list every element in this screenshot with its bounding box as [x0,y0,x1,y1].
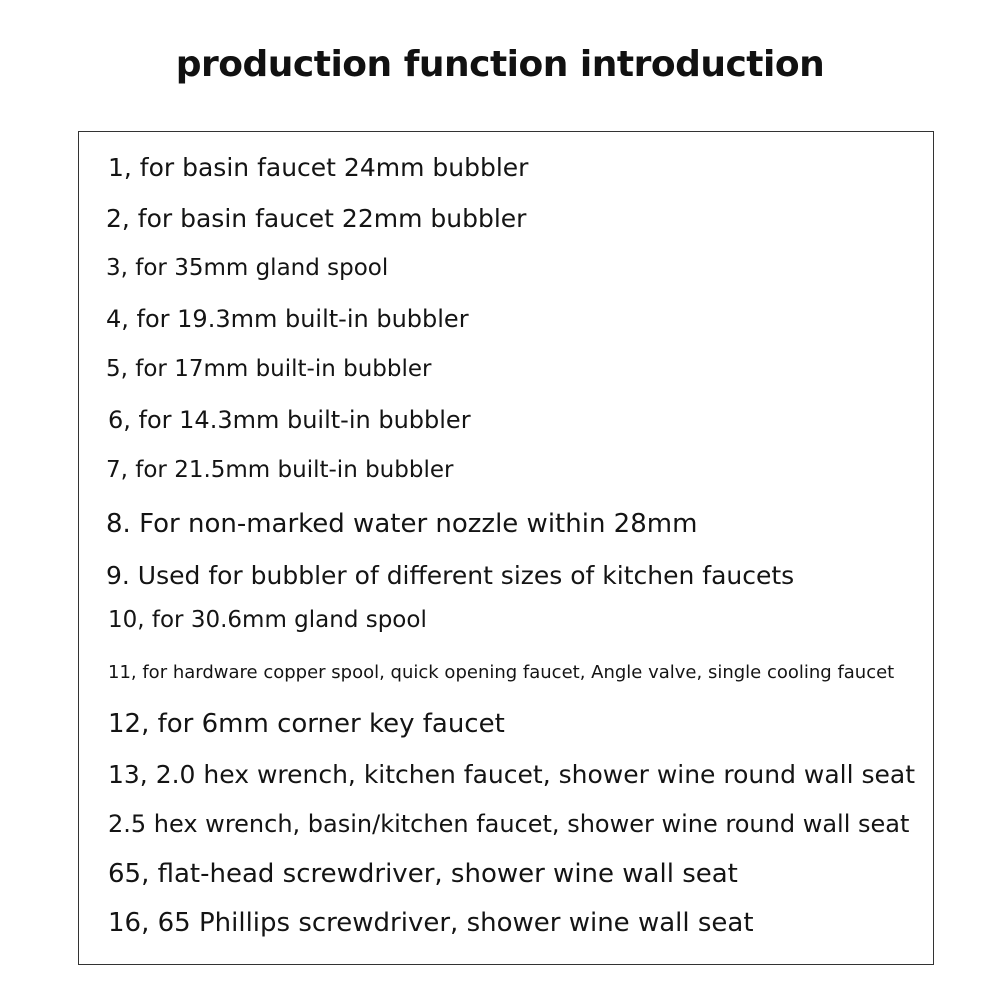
function-item: 7, for 21.5mm built-in bubbler [106,457,454,483]
function-item: 11, for hardware copper spool, quick opening faucet, Angle valve, single cooling faucet [108,662,895,683]
function-item: 12, for 6mm corner key faucet [108,709,505,739]
function-item: 2, for basin faucet 22mm bubbler [106,204,527,233]
function-item: 10, for 30.6mm gland spool [108,607,427,633]
function-item: 5, for 17mm built-in bubbler [106,356,432,382]
function-item: 1, for basin faucet 24mm bubbler [108,153,529,182]
function-item: 2.5 hex wrench, basin/kitchen faucet, shower wine round wall seat [108,810,910,838]
page-title: production function introduction [175,44,825,85]
function-item: 3, for 35mm gland spool [106,255,389,281]
function-item: 9. Used for bubbler of different sizes of kitchen faucets [106,561,795,590]
function-item: 6, for 14.3mm built-in bubbler [108,406,471,434]
function-item: 13, 2.0 hex wrench, kitchen faucet, shower wine round wall seat [108,760,916,789]
function-item: 8. For non-marked water nozzle within 28mm [106,509,698,539]
function-item: 65, flat-head screwdriver, shower wine wall seat [108,859,738,889]
function-item: 16, 65 Phillips screwdriver, shower wine wall seat [108,908,754,938]
function-item: 4, for 19.3mm built-in bubbler [106,305,469,333]
